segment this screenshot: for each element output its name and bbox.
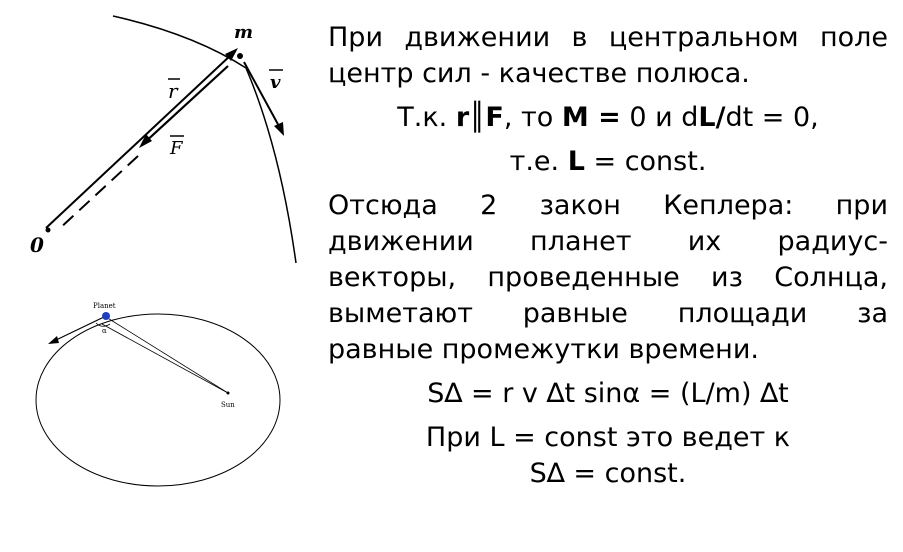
radius-vector-line [46,54,232,228]
formula-1: Т.к. r║F, то M = 0 и dL/dt = 0, [397,102,819,133]
velocity-vector-arrowhead [274,122,284,136]
label-planet: Planet [93,302,116,310]
orbit-ellipse [36,314,280,486]
tangent-arrowhead [48,336,59,344]
orbit-diagram [28,290,306,490]
formula-3: S∆ = r v ∆t sinα = (L/m) ∆t [427,378,789,409]
paragraph-2-line-3: векторы, проведенные из Солнца, [328,262,888,293]
paragraph-1-line-1: При движении в центральном поле [328,22,888,53]
paragraph-2-line-1: Отсюда 2 закон Кеплера: при [328,190,888,221]
label-alpha: α [102,327,107,335]
dashed-radius-line [58,156,138,230]
paragraph-3-line-2: S∆ = const. [529,458,687,489]
text-column [328,20,888,492]
tangent-velocity-line [54,316,106,341]
planet-icon [102,312,110,320]
point-m [237,53,243,59]
force-vector-line [143,66,228,144]
paragraph-2-line-2: движении планет их радиус- [328,226,888,257]
central-force-diagram [18,8,308,270]
label-F: F [170,138,183,159]
label-sun: Sun [221,401,235,409]
label-m: m [234,22,254,43]
paragraph-2-line-5: равные промежутки времени. [328,334,759,365]
label-v: v [270,72,281,93]
sun-planet-line-2 [102,324,228,393]
origin-point [46,228,51,233]
label-O: 0 [30,233,44,257]
sun-planet-line-1 [106,317,228,393]
sun-icon [227,392,230,395]
paragraph-1-line-2: центр сил - качестве полюса. [328,58,750,89]
paragraph-3-line-1: При L = const это ведет к [425,422,791,453]
formula-2: т.е. L = const. [509,146,707,177]
label-r: r [168,79,178,103]
paragraph-2-line-4: выметают равные площади за [328,298,888,329]
